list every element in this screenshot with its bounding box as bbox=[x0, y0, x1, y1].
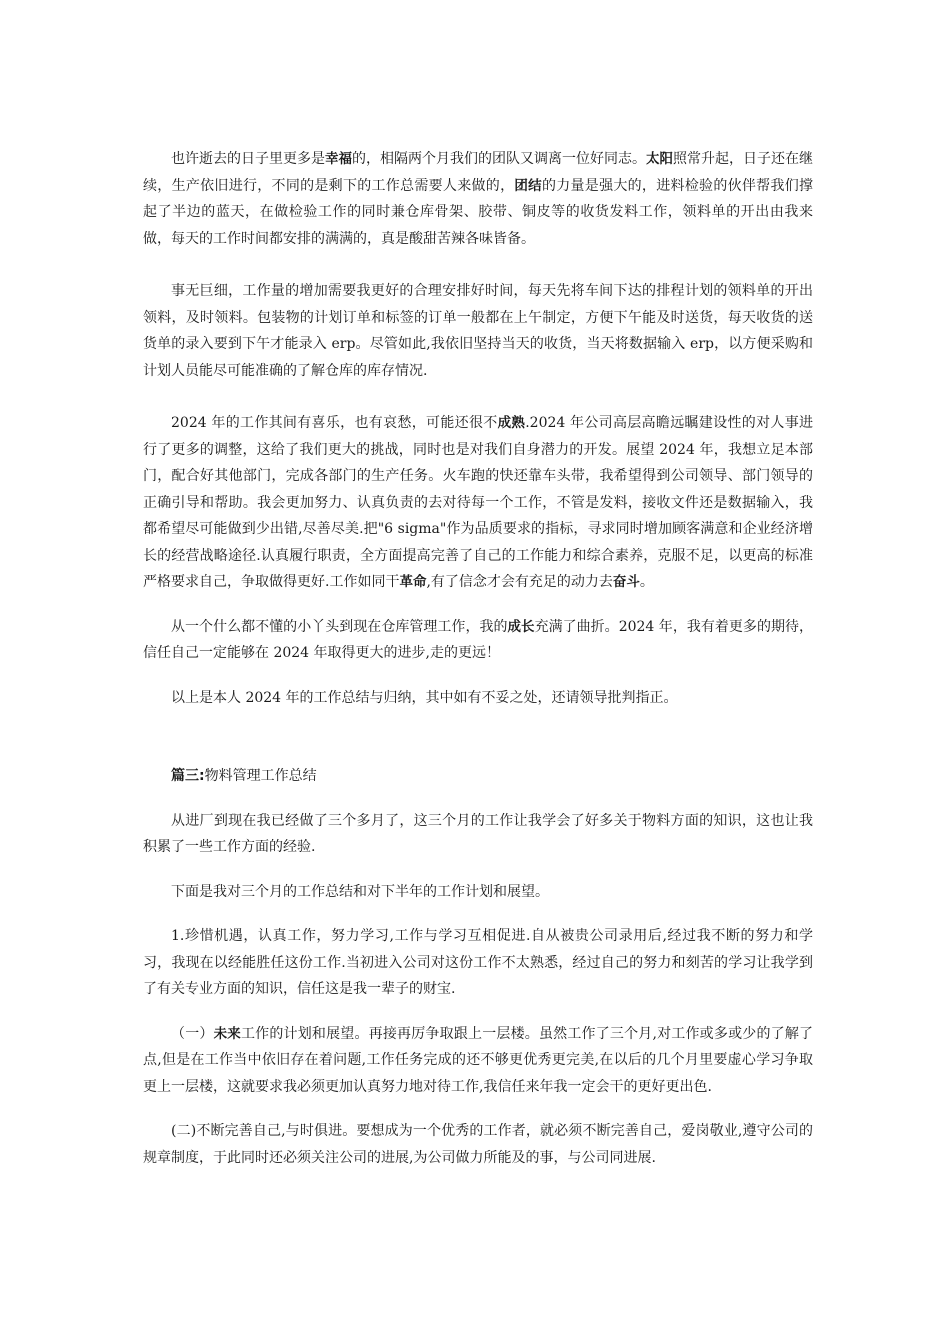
keyword-link[interactable]: 成长 bbox=[507, 618, 535, 635]
text-run: 充满了曲折。2024 年，我有着更多的期待，信任自己一定能够在 2024 年取得更大的进步,走的更远！ bbox=[143, 618, 814, 661]
text-run: 下面是我对三个月的工作总结和对下半年的工作计划和展望。 bbox=[171, 883, 549, 900]
section-paragraph-3 bbox=[143, 923, 813, 1003]
spacer bbox=[143, 861, 813, 879]
text-run: 。 bbox=[639, 574, 654, 590]
keyword-link[interactable]: 幸福 bbox=[325, 151, 352, 167]
text-run: 事无巨细，工作量的增加需要我更好的合理安排好时间，每天先将车间下达的排程计划的领料单的开出领料，及时领料。包装物的计划订单和标签的订单一般都在上午制定，方便下午能及时送货，每天收货的送货单的录入要到下午才能录入 erp。尽管如此,我依旧坚持当天的收货，当天将数据输入 erp，以方便采购和计划人员能尽可能准确的了解仓库的库存情况. bbox=[143, 283, 813, 379]
text-run: 以上是本人 2024 年的工作总结与归纳，其中如有不妥之处，还请领导批判指正。 bbox=[171, 689, 678, 706]
text-run: 照常升起，日子还在继续，生产依旧进行，不同的是剩下的工作总需要人来做的， bbox=[143, 151, 813, 194]
document-page bbox=[143, 146, 813, 1171]
section-heading bbox=[143, 763, 813, 790]
section-title: 物料管理工作总结 bbox=[204, 768, 317, 784]
section-paragraph-2 bbox=[143, 879, 813, 906]
section-label: 篇三: bbox=[171, 768, 205, 784]
keyword-link[interactable]: 未来 bbox=[213, 1025, 241, 1042]
text-run: 从进厂到现在我已经做了三个多月了，这三个月的工作让我学会了好多关于物料方面的知识，这也让我积累了一些工作方面的经验. bbox=[143, 812, 813, 855]
keyword-link[interactable]: 团结 bbox=[514, 177, 542, 194]
section-paragraph-4 bbox=[143, 1021, 813, 1101]
text-run: 的力量是强大的，进料检验的伙伴帮我们撑起了半边的蓝天，在做检验工作的同时兼仓库骨架、胶带、铜皮等的收货发料工作，领料单的开出由我来做，每天的工作时间都安排的满满的，真是酸甜苦辣各味皆备。 bbox=[143, 177, 814, 247]
spacer bbox=[143, 1100, 813, 1118]
text-run: 2024 年的工作其间有喜乐，也有哀愁，可能还很不 bbox=[171, 415, 498, 431]
spacer bbox=[143, 790, 813, 808]
text-run: 从一个什么都不懂的小丫头到现在仓库管理工作，我的 bbox=[171, 618, 508, 635]
text-run: (二)不断完善自己,与时俱进。要想成为一个优秀的工作者，就必须不断完善自己，爱岗敬业,遵守公司的规章制度，于此同时还必须关注公司的进展,为公司做力所能及的事，与公司同进展. bbox=[143, 1123, 813, 1166]
text-run: 1.珍惜机遇，认真工作，努力学习,工作与学习互相促进.自从被贵公司录用后,经过我不断的努力和学习，我现在以经能胜任这份工作.当初进入公司对这份工作不太熟悉，经过自己的努力和刻苦的学习让我学到了有关专业方面的知识，信任这是我一辈子的财宝. bbox=[143, 928, 813, 997]
paragraph-2 bbox=[143, 278, 813, 384]
spacer bbox=[143, 711, 813, 763]
text-run: ,有了信念才会有充足的动力去 bbox=[426, 574, 613, 590]
keyword-link[interactable]: 成熟 bbox=[497, 415, 526, 431]
spacer bbox=[143, 252, 813, 278]
spacer bbox=[143, 905, 813, 923]
spacer bbox=[143, 384, 813, 410]
text-run: （一） bbox=[171, 1025, 214, 1042]
keyword-link[interactable]: 太阳 bbox=[646, 151, 673, 167]
keyword-link[interactable]: 奋斗 bbox=[612, 574, 640, 590]
paragraph-5 bbox=[143, 685, 813, 712]
paragraph-1 bbox=[143, 146, 813, 252]
paragraph-3 bbox=[143, 410, 813, 596]
keyword-link[interactable]: 革命 bbox=[399, 574, 427, 590]
text-run: 也许逝去的日子里更多是 bbox=[171, 151, 325, 167]
text-run: .2024 年公司高层高瞻远瞩建设性的对人事进行了更多的调整，这给了我们更大的挑战，同时也是对我们自身潜力的开发。展望 2024 年，我想立足本部门，配合好其他部门，完成各部门的生产任务。火车跑的快还靠车头带，我希望得到公司领导、部门领导的正确引导和帮助。我会更加努力、认真负责的去对待每一个工作，不管是发料，接收文件还是数据输入，我都希望尽可能做到少出错,尽善尽美.把"6 sigma"作为品质要求的指标，寻求同时增加顾客满意和企业经济增长的经营战略途径.认真履行职责，全方面提高完善了自己的工作能力和综合素养，克服不足，以更高的标准严格要求自己，争取做得更好.工作如同干 bbox=[143, 415, 814, 590]
spacer bbox=[143, 1003, 813, 1021]
text-run: 的，相隔两个月我们的团队又调离一位好同志。 bbox=[352, 151, 646, 167]
spacer bbox=[143, 596, 813, 614]
section-paragraph-5 bbox=[143, 1118, 813, 1171]
paragraph-4 bbox=[143, 614, 813, 667]
text-run: 工作的计划和展望。再接再厉争取跟上一层楼。虽然工作了三个月,对工作或多或少的了解了点,但是在工作当中依旧存在着问题,工作任务完成的还不够更优秀更完美,在以后的几个月里要虚心学习争取更上一层楼，这就要求我必须更加认真努力地对待工作,我信任来年我一定会干的更好更出色. bbox=[143, 1025, 814, 1095]
section-paragraph-1 bbox=[143, 808, 813, 861]
spacer bbox=[143, 667, 813, 685]
